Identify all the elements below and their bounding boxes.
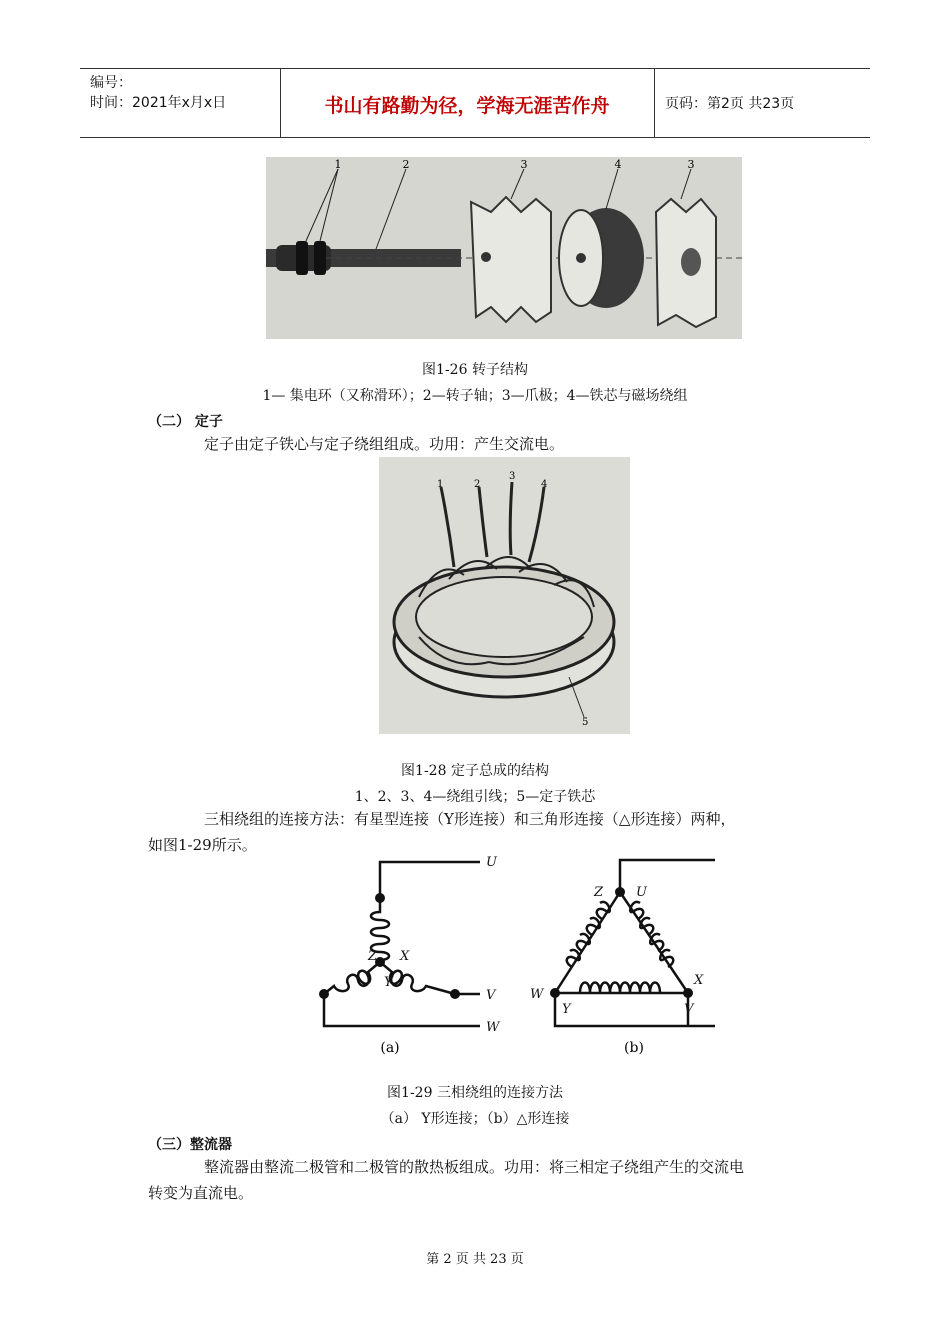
winding-connection-diagram xyxy=(310,850,730,1065)
terminal-z-label: Z xyxy=(368,949,378,964)
section-heading: （二） 定子 xyxy=(148,414,223,430)
y-connection-diagram xyxy=(324,862,480,1026)
terminal-x-label: X xyxy=(694,973,704,988)
terminal-y-label: Y xyxy=(384,975,393,990)
figure-caption: 图1-26 转子结构 xyxy=(422,362,528,378)
terminal-u-label: U xyxy=(636,885,647,900)
terminal-u-label: U xyxy=(486,855,497,870)
terminal-z-label: Z xyxy=(594,885,604,900)
document-number-label: 编号： xyxy=(90,75,132,91)
stator-label: 3 xyxy=(509,471,516,482)
body-paragraph: 三相绕组的连接方法：有星型连接（Y形连接）和三角形连接（△形连接）两种， xyxy=(204,810,736,828)
document-time: 时间：2021年x月x日 xyxy=(90,95,227,111)
stator-label: 5 xyxy=(582,717,589,728)
figure-legend: 1、2、3、4—绕组引线；5—定子铁芯 xyxy=(354,789,596,805)
figure-caption: 图1-29 三相绕组的连接方法 xyxy=(387,1085,563,1101)
header-divider xyxy=(654,69,655,137)
rotor-label: 4 xyxy=(614,158,622,171)
figure-legend: （a） Y形连接；（b）△形连接 xyxy=(380,1111,570,1127)
body-paragraph: 整流器由整流二极管和二极管的散热板组成。功用：将三相定子绕组产生的交流电 xyxy=(204,1158,745,1176)
body-paragraph: 定子由定子铁心与定子绕组组成。功用：产生交流电。 xyxy=(204,435,565,453)
header-page-info: 页码：第2页 共23页 xyxy=(665,96,795,112)
stator-label: 4 xyxy=(541,479,548,490)
diagram-a-label: (a) xyxy=(380,1040,400,1056)
body-paragraph: 转变为直流电。 xyxy=(148,1184,254,1202)
diagram-b-label: (b) xyxy=(624,1040,644,1056)
delta-connection-nodes xyxy=(550,887,693,998)
header-motto: 书山有路勤为径，学海无涯苦作舟 xyxy=(324,95,610,117)
stator-label: 2 xyxy=(474,479,481,490)
terminal-v-label: V xyxy=(486,988,496,1003)
header-left xyxy=(90,73,226,113)
figure-caption: 图1-28 定子总成的结构 xyxy=(401,763,549,779)
figure-legend: 1— 集电环（又称滑环）；2—转子轴；3—爪极；4—铁芯与磁场绕组 xyxy=(262,388,688,404)
rotor-label: 3 xyxy=(520,158,528,171)
terminal-v-label: V xyxy=(684,1002,694,1017)
stator-assembly-figure xyxy=(379,457,630,734)
terminal-x-label: X xyxy=(400,949,410,964)
header-divider xyxy=(280,69,281,137)
body-paragraph: 如图1-29所示。 xyxy=(148,836,257,854)
rotor-label: 3 xyxy=(687,158,695,171)
rotor-structure-figure xyxy=(266,157,742,339)
page-footer: 第 2 页 共 23 页 xyxy=(426,1252,524,1267)
section-heading: （三）整流器 xyxy=(148,1137,232,1153)
terminal-w-label: W xyxy=(530,987,544,1002)
terminal-y-label: Y xyxy=(562,1002,571,1017)
rotor-label: 1 xyxy=(334,158,342,171)
page-header xyxy=(80,68,870,138)
rotor-label: 2 xyxy=(402,158,410,171)
stator-label: 1 xyxy=(437,479,444,490)
terminal-w-label: W xyxy=(486,1020,500,1035)
